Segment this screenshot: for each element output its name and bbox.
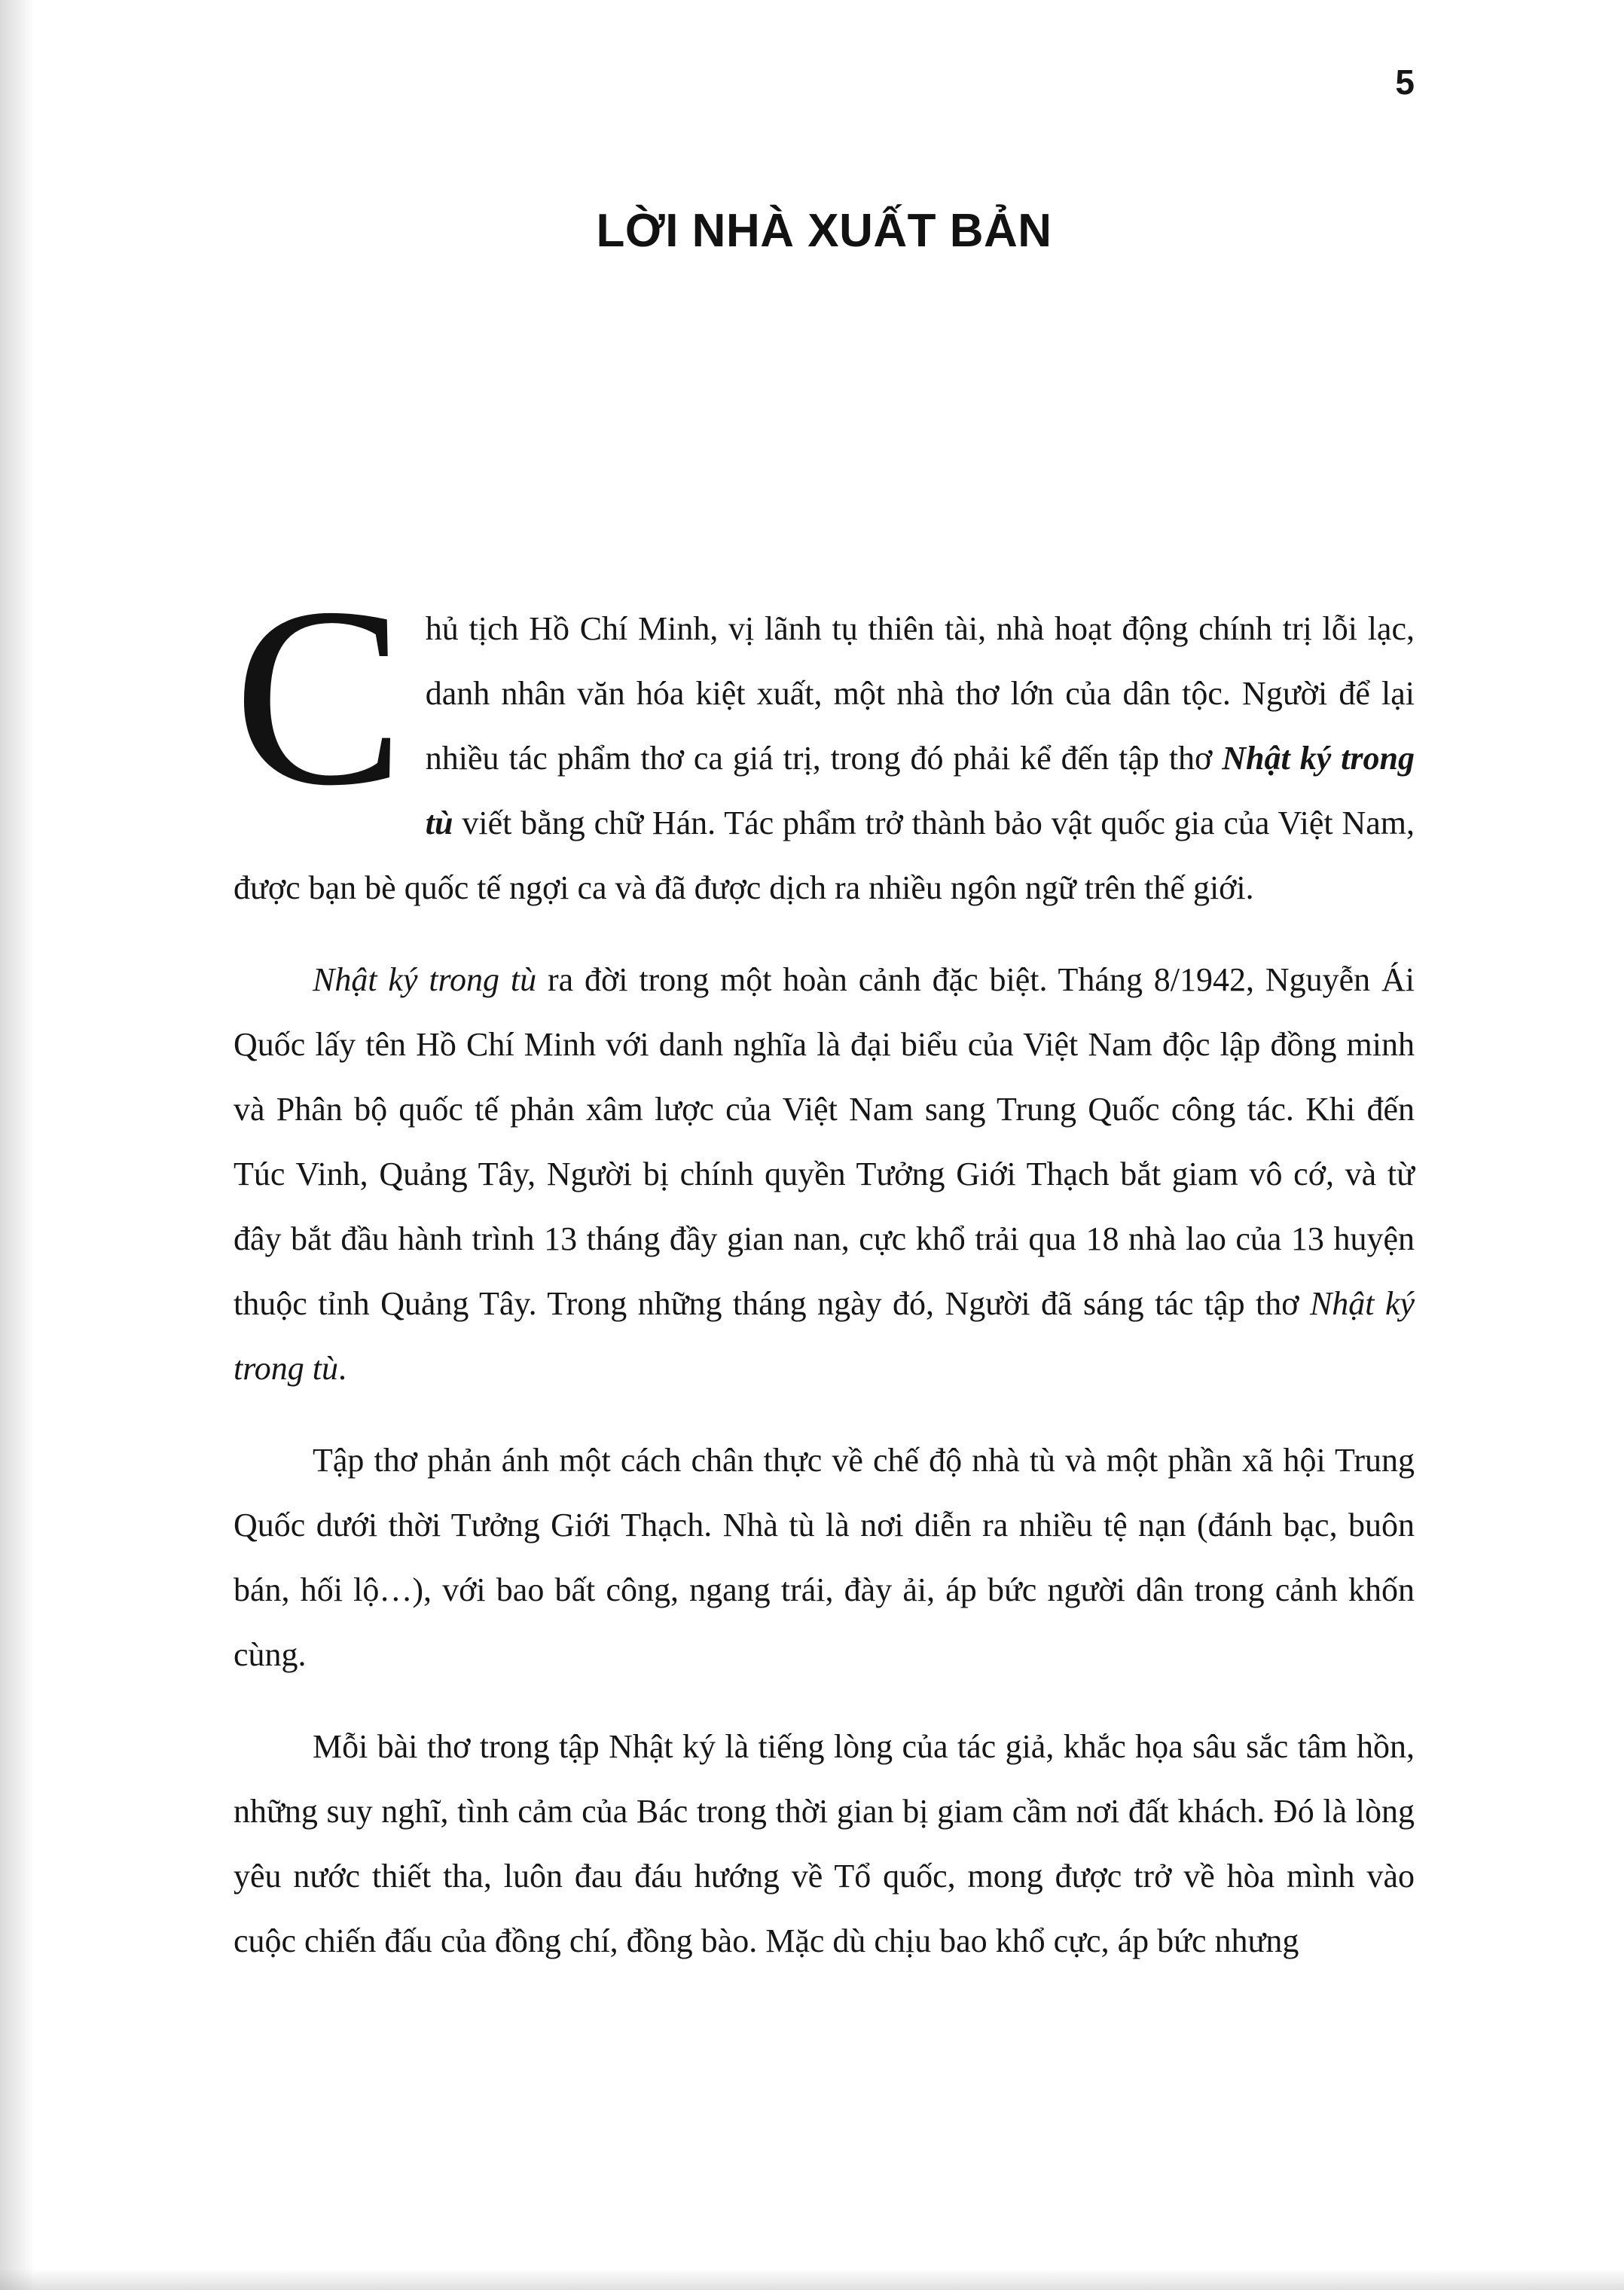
- page-scan-edge-left: [0, 0, 35, 2290]
- paragraph-text-run: Mỗi bài thơ trong tập Nhật ký là tiếng lòng của tác giả, khắc họa sâu sắc tâm hồn, những suy nghĩ, tình cảm của Bác trong thời gian bị giam cầm nơi đất khách. Đó là lòng yêu nước thiết tha, luôn đau đáu hướng về Tổ quốc, mong được trở về hòa mình vào cuộc chiến đấu của đồng chí, đồng bào. Mặc dù chịu bao khổ cực, áp bức nhưng: [234, 1728, 1415, 1959]
- paragraph-text-run: viết bằng chữ Hán. Tác phẩm trở thành bảo vật quốc gia của Việt Nam, được bạn bè quốc tế ngợi ca và đã được dịch ra nhiều ngôn ngữ trên thế giới.: [234, 805, 1415, 906]
- book-title-emphasis: Nhật ký trong tù: [425, 740, 1415, 841]
- paragraph-text-run: hủ tịch Hồ Chí Minh, vị lãnh tụ thiên tài, nhà hoạt động chính trị lỗi lạc, danh nhân văn hóa kiệt xuất, một nhà thơ lớn của dân tộc. Người để lại nhiều tác phẩm thơ ca giá trị, trong đó phải kể đến tập thơ: [425, 610, 1415, 777]
- paragraph-4: [234, 1714, 1415, 1974]
- page-scan-edge-bottom: [0, 2269, 1624, 2290]
- body-text: [234, 554, 1415, 1974]
- page-number: 5: [1395, 63, 1415, 102]
- paragraph-text-run: Tập thơ phản ánh một cách chân thực về chế độ nhà tù và một phần xã hội Trung Quốc dưới thời Tưởng Giới Thạch. Nhà tù là nơi diễn ra nhiều tệ nạn (đánh bạc, buôn bán, hối lộ…), với bao bất công, ngang trái, đày ải, áp bức người dân trong cảnh khốn cùng.: [234, 1442, 1415, 1673]
- paragraph-text-run: ra đời trong một hoàn cảnh đặc biệt. Tháng 8/1942, Nguyễn Ái Quốc lấy tên Hồ Chí Minh với danh nghĩa là đại biểu của Việt Nam độc lập đồng minh và Phân bộ quốc tế phản xâm lược của Việt Nam sang Trung Quốc công tác. Khi đến Túc Vinh, Quảng Tây, Người bị chính quyền Tưởng Giới Thạch bắt giam vô cớ, và từ đây bắt đầu hành trình 13 tháng đầy gian nan, cực khổ trải qua 18 nhà lao của 13 huyện thuộc tỉnh Quảng Tây. Trong những tháng ngày đó, Người đã sáng tác tập thơ: [234, 961, 1415, 1322]
- paragraph-text-run: .: [337, 1350, 346, 1387]
- book-title-emphasis: Nhật ký trong tù: [234, 1285, 1415, 1387]
- dropcap-letter: C: [234, 554, 404, 838]
- page-content: [234, 0, 1415, 1974]
- paragraph-3: [234, 1428, 1415, 1687]
- paragraph-1: [234, 554, 1415, 921]
- page-title: LỜI NHÀ XUẤT BẢN: [596, 205, 1052, 257]
- book-title-emphasis: Nhật ký trong tù: [313, 961, 537, 998]
- paragraph-2: [234, 948, 1415, 1401]
